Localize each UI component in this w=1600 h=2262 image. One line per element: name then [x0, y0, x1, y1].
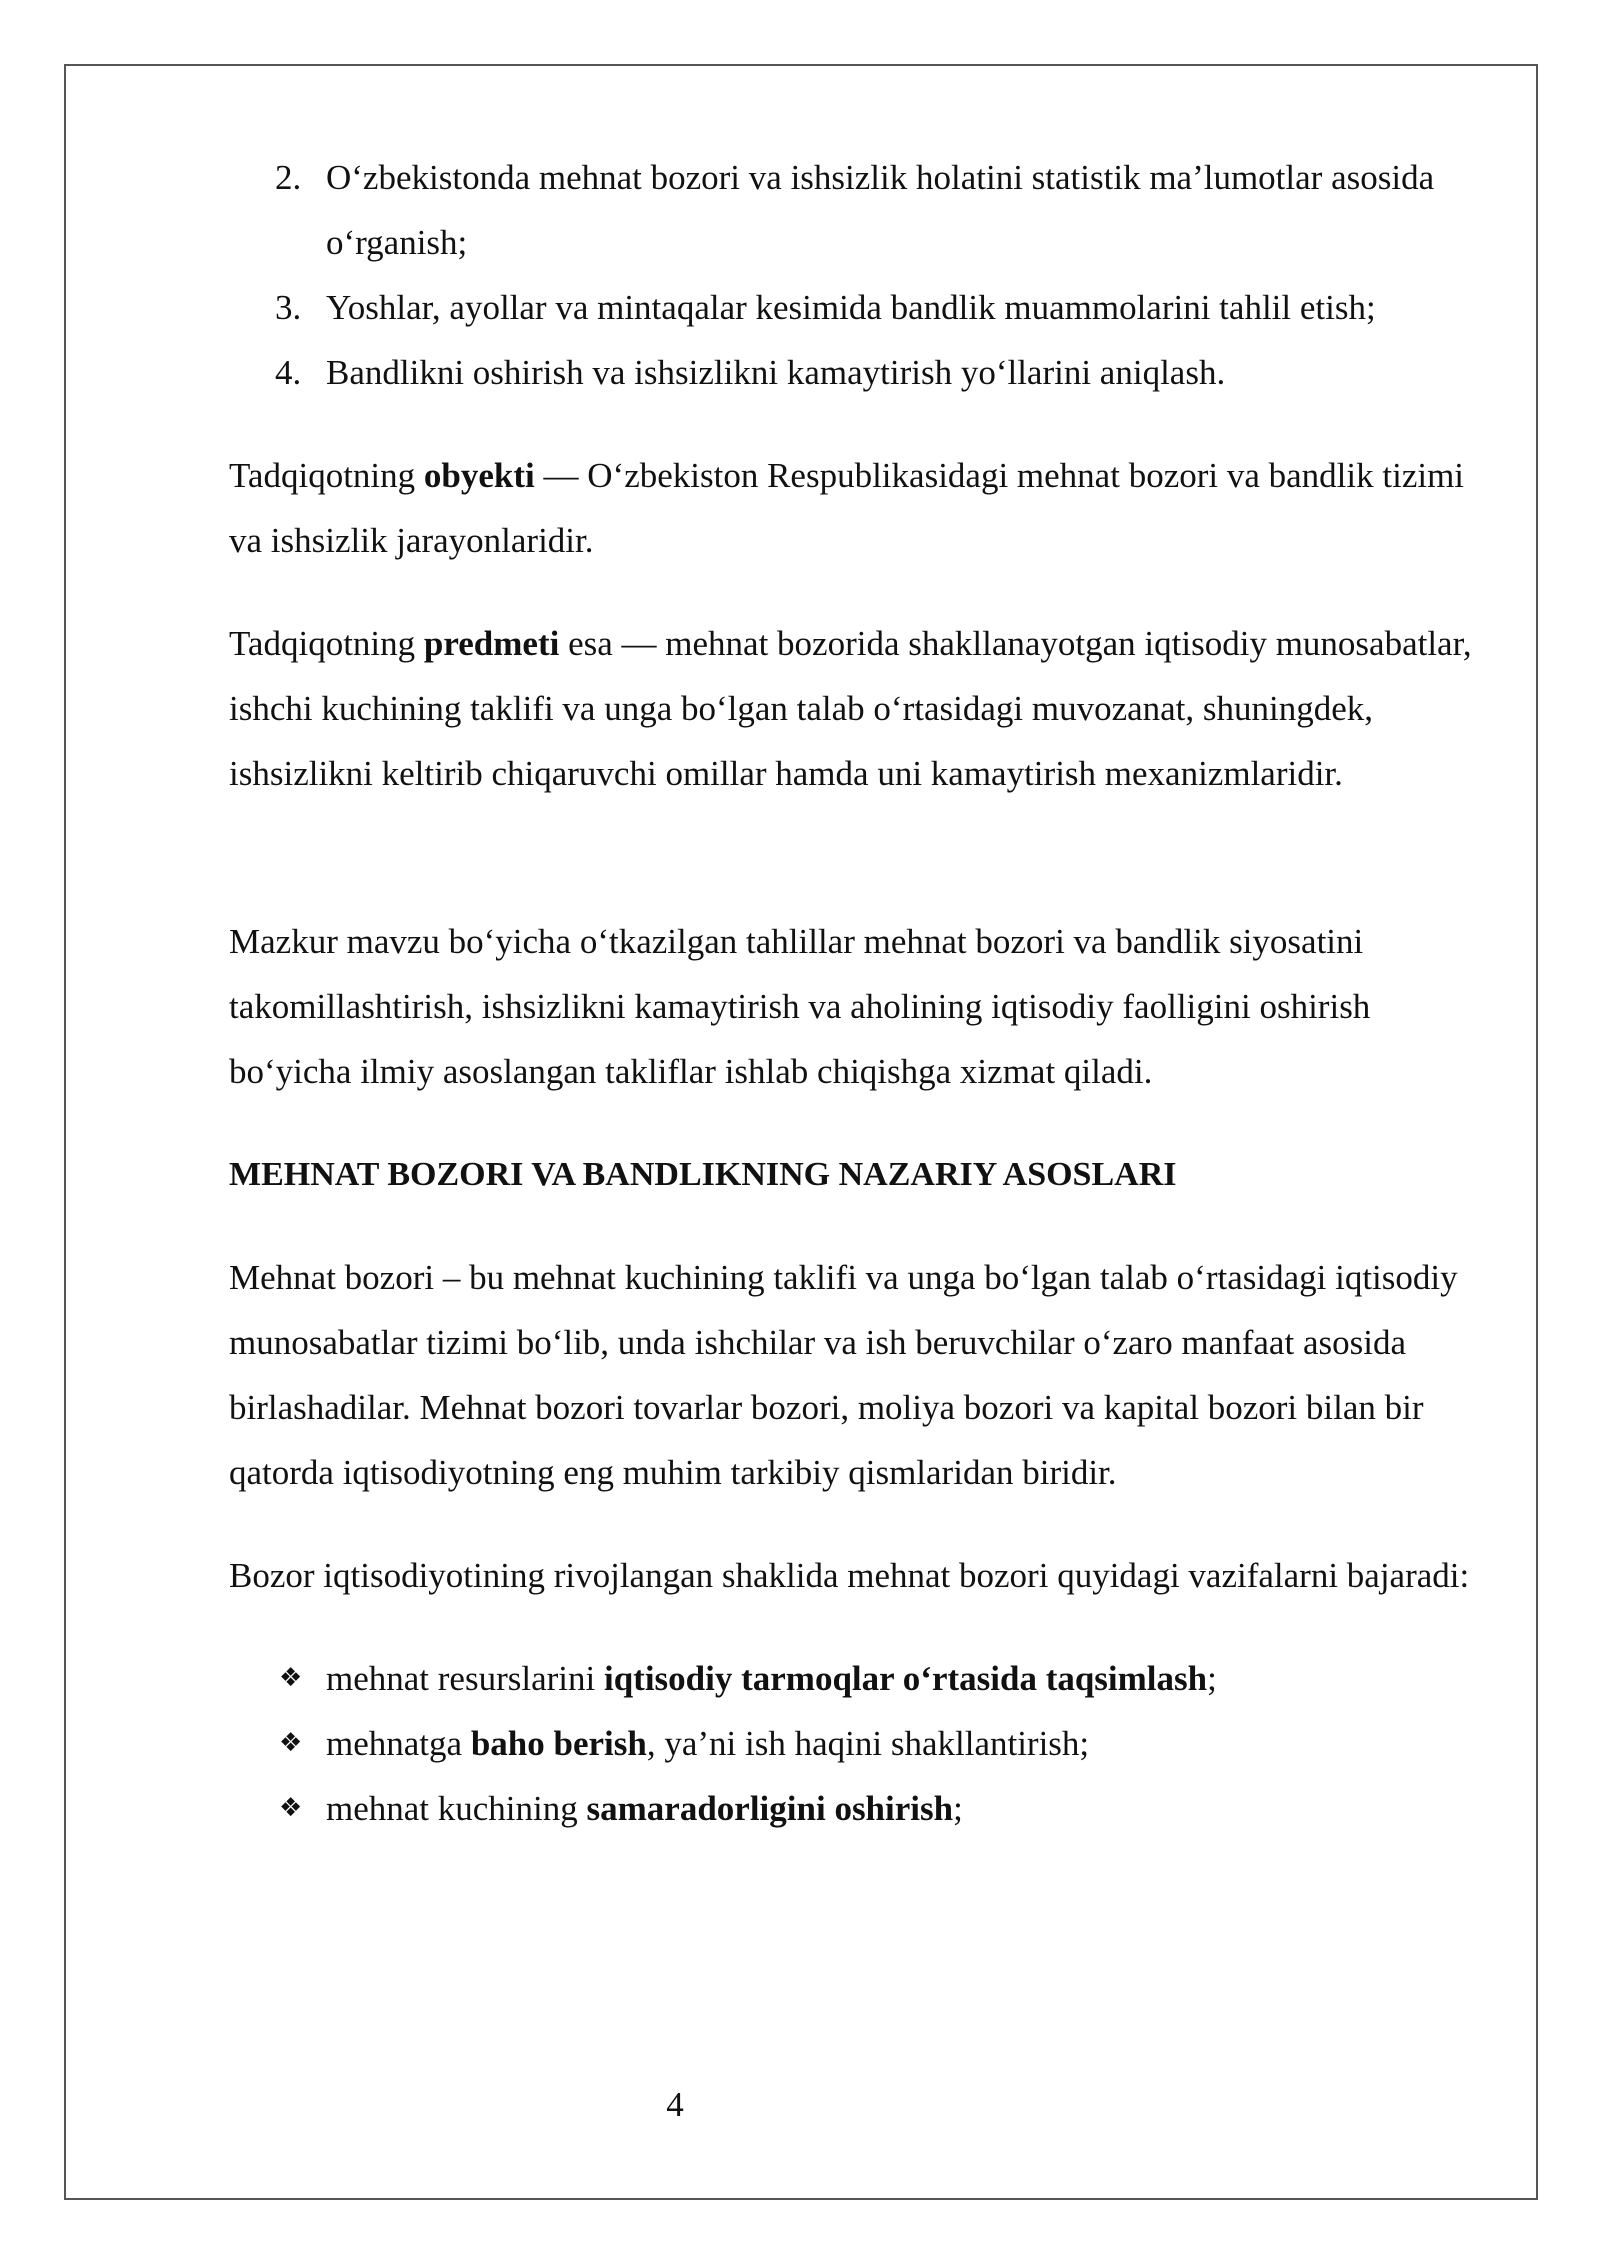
bold-term: predmeti [423, 624, 560, 663]
list-item-text: ; [1207, 1659, 1217, 1698]
list-item [229, 1711, 1479, 1776]
definition-paragraph: Mehnat bozori – bu mehnat kuchining taklifi va unga bo‘lgan talab o‘rtasidagi iqtisodiy munosabatlar tizimi bo‘lib, unda ishchilar va ish beruvchilar o‘zaro manfaat asosida birlashadilar. Mehnat bozori tovarlar bozori, moliya bozori va kapital bozori bilan bir qatorda iqtisodiyotning eng muhim tarkibiy qismlaridan biridir. [229, 1258, 1458, 1492]
list-item [229, 1646, 1479, 1711]
section-heading: MEHNAT BOZORI VA BANDLIKNING NAZARIY ASOSLARI [229, 1156, 1177, 1193]
list-item-text: ; [953, 1789, 963, 1828]
list-item-text: mehnat resurslarini [326, 1659, 604, 1698]
research-subject-paragraph [229, 611, 1479, 806]
bold-term: baho berish [470, 1724, 647, 1763]
research-object-paragraph [229, 443, 1479, 573]
list-item-number: 3. [275, 288, 302, 327]
diamond-bullet-icon: ❖ [279, 1663, 303, 1693]
list-item-number: 2. [275, 158, 302, 197]
analysis-paragraph: Mazkur mavzu bo‘yicha o‘tkazilgan tahlillar mehnat bozori va bandlik siyosatini takomillashtirish, ishsizlikni kamaytirish va aholining iqtisodiy faolligini oshirish bo‘yicha ilmiy asoslangan takliflar ishlab chiqishga xizmat qiladi. [229, 922, 1371, 1091]
list-item [229, 1776, 1479, 1841]
paragraph-text: esa — mehnat bozorida shakllanayotgan iqtisodiy munosabatlar, ishchi kuchining taklifi va unga bo‘lgan talab o‘rtasidagi muvozanat, shuningdek, ishsizlikni keltirib chiqaruvchi omillar hamda uni kamaytirish mexanizmlaridir. [229, 624, 1472, 793]
diamond-bullet-icon: ❖ [279, 1728, 303, 1758]
document-body [229, 145, 1479, 1841]
paragraph-text: — O‘zbekiston Respublikasidagi mehnat bozori va bandlik tizimi va ishsizlik jarayonlaridir. [229, 456, 1465, 560]
list-item-text: Bandlikni oshirish va ishsizlikni kamaytirish yo‘llarini aniqlash. [326, 353, 1226, 392]
list-item-text: Yoshlar, ayollar va mintaqalar kesimida bandlik muammolarini tahlil etish; [326, 288, 1376, 327]
functions-intro-paragraph: Bozor iqtisodiyotining rivojlangan shaklida mehnat bozori quyidagi vazifalarni bajaradi: [229, 1556, 1470, 1595]
list-item-number: 4. [275, 353, 302, 392]
paragraph-text: Tadqiqotning [229, 624, 424, 663]
paragraph-text: Tadqiqotning [229, 456, 424, 495]
list-item [229, 340, 1479, 405]
list-item [229, 145, 1479, 275]
page-number: 4 [666, 2085, 684, 2124]
functions-list [229, 1646, 1479, 1841]
bold-term: iqtisodiy tarmoqlar o‘rtasida taqsimlash [603, 1659, 1208, 1698]
list-item [229, 275, 1479, 340]
diamond-bullet-icon: ❖ [279, 1793, 303, 1823]
bold-term: obyekti [423, 456, 535, 495]
bold-term: samaradorligini oshirish [586, 1789, 954, 1828]
list-item-text: , ya’ni ish haqini shakllantirish; [646, 1724, 1090, 1763]
objectives-list [229, 145, 1479, 405]
list-item-text: mehnat kuchining [326, 1789, 587, 1828]
list-item-text: mehnatga [326, 1724, 471, 1763]
list-item-text: O‘zbekistonda mehnat bozori va ishsizlik holatini statistik ma’lumotlar asosida o‘rganish; [326, 158, 1435, 262]
